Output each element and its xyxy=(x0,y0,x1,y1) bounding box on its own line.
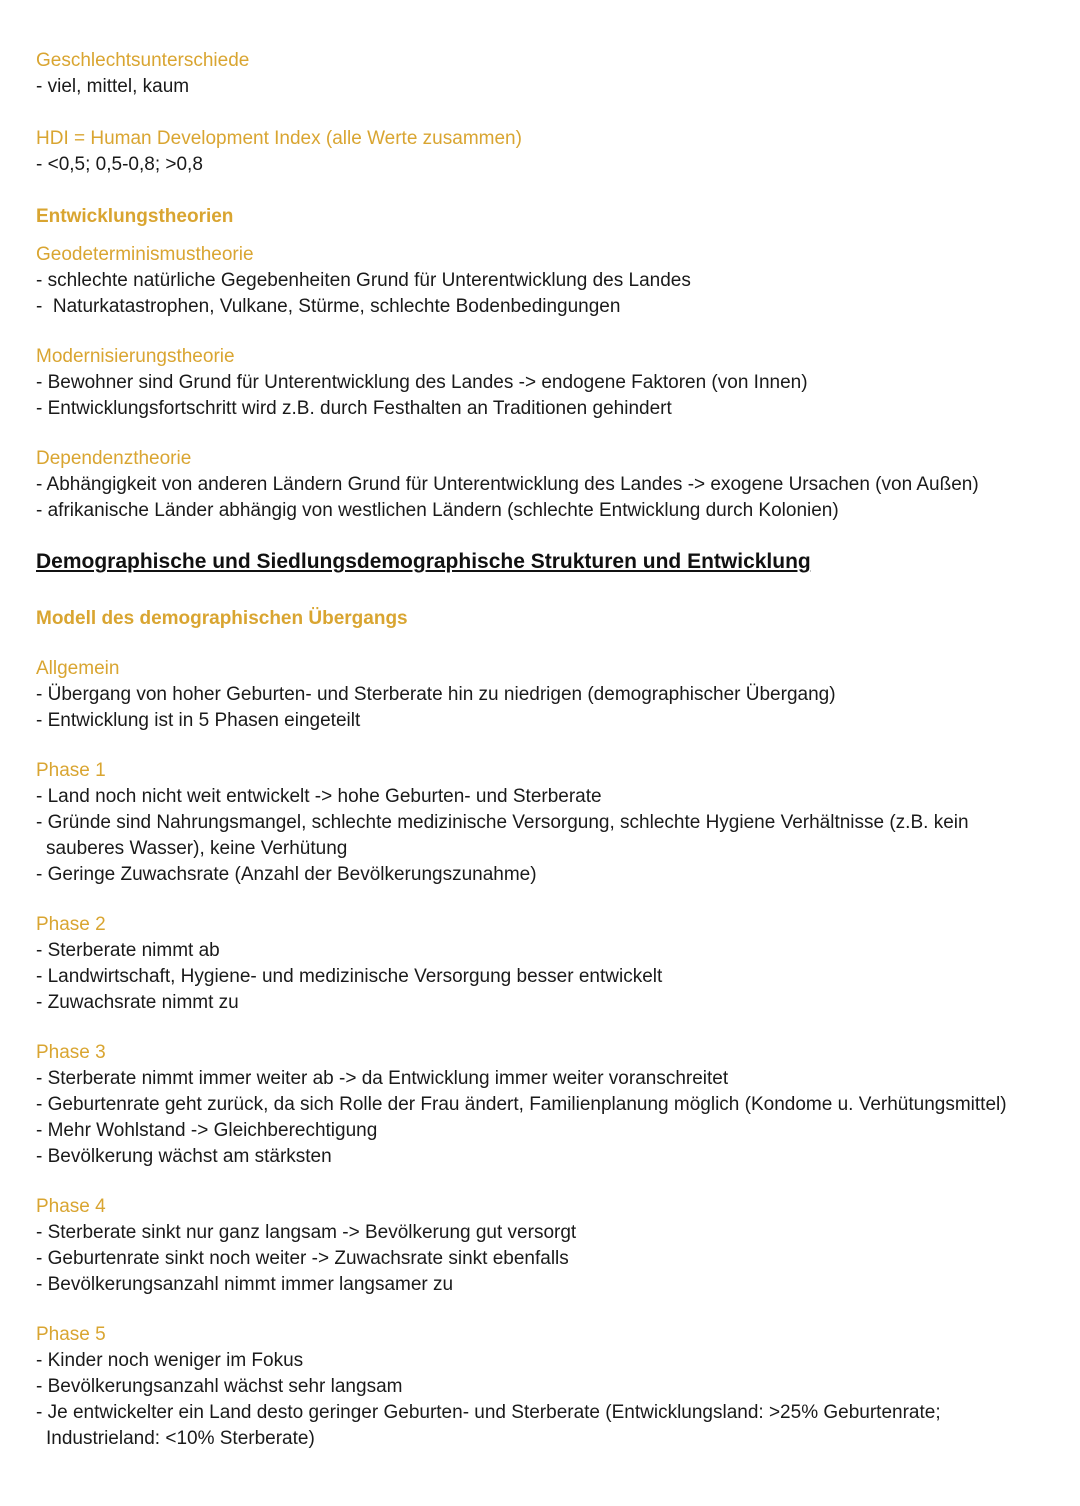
main-heading-demographie: Demographische und Siedlungsdemographische Strukturen und Entwicklung xyxy=(36,550,811,573)
bullet-line-continued: Industrieland: <10% Sterberate) xyxy=(46,1428,315,1449)
section-title: HDI = Human Development Index (alle Werte zusammen) xyxy=(36,128,522,149)
bullet-line: - afrikanische Länder abhängig von westlichen Ländern (schlechte Entwicklung durch Kolonien) xyxy=(36,500,839,521)
bullet-line: - Übergang von hoher Geburten- und Sterberate hin zu niedrigen (demographischer Übergang) xyxy=(36,684,836,705)
section-phase-1 xyxy=(36,758,1046,888)
bullet-line: - Naturkatastrophen, Vulkane, Stürme, schlechte Bodenbedingungen xyxy=(36,296,621,317)
bullet-line: - Abhängigkeit von anderen Ländern Grund für Unterentwicklung des Landes -> exogene Ursachen (von Außen) xyxy=(36,474,979,495)
section-phase-5 xyxy=(36,1322,1046,1452)
section-dependenztheorie xyxy=(36,446,1046,524)
bullet-line: - <0,5; 0,5-0,8; >0,8 xyxy=(36,154,203,175)
document-page xyxy=(36,48,1046,1452)
bullet-line: - Sterberate nimmt ab xyxy=(36,940,220,961)
bullet-line: - Bevölkerung wächst am stärksten xyxy=(36,1146,332,1167)
section-phase-3 xyxy=(36,1040,1046,1170)
section-title: Dependenztheorie xyxy=(36,448,192,469)
section-modernisierungstheorie xyxy=(36,344,1046,422)
bullet-line: - Geringe Zuwachsrate (Anzahl der Bevölkerungszunahme) xyxy=(36,864,537,885)
bullet-line: - Gründe sind Nahrungsmangel, schlechte medizinische Versorgung, schlechte Hygiene Verhältnisse (z.B. kein xyxy=(36,812,969,833)
bullet-line: - Bevölkerungsanzahl nimmt immer langsamer zu xyxy=(36,1274,454,1295)
bullet-line: - Sterberate nimmt immer weiter ab -> da Entwicklung immer weiter voranschreitet xyxy=(36,1068,729,1089)
bullet-line: - Entwicklung ist in 5 Phasen eingeteilt xyxy=(36,710,361,731)
section-title: Phase 4 xyxy=(36,1196,106,1217)
bullet-line: - schlechte natürliche Gegebenheiten Grund für Unterentwicklung des Landes xyxy=(36,270,691,291)
bullet-line-continued: sauberes Wasser), keine Verhütung xyxy=(46,838,348,859)
bullet-line: - Landwirtschaft, Hygiene- und medizinische Versorgung besser entwickelt xyxy=(36,966,663,987)
bullet-line: - Land noch nicht weit entwickelt -> hohe Geburten- und Sterberate xyxy=(36,786,602,807)
bullet-line: - Mehr Wohlstand -> Gleichberechtigung xyxy=(36,1120,378,1141)
section-phase-2 xyxy=(36,912,1046,1016)
bullet-line: - viel, mittel, kaum xyxy=(36,76,190,97)
section-title: Allgemein xyxy=(36,658,120,679)
bullet-line: - Sterberate sinkt nur ganz langsam -> Bevölkerung gut versorgt xyxy=(36,1222,577,1243)
bullet-line: - Je entwickelter ein Land desto geringer Geburten- und Sterberate (Entwicklungsland: >25% Geburtenrate; xyxy=(36,1402,941,1423)
section-title: Phase 5 xyxy=(36,1324,106,1345)
bullet-line: - Geburtenrate sinkt noch weiter -> Zuwachsrate sinkt ebenfalls xyxy=(36,1248,569,1269)
section-title: Phase 2 xyxy=(36,914,106,935)
section-phase-4 xyxy=(36,1194,1046,1298)
section-hdi xyxy=(36,126,1046,178)
bullet-line: - Entwicklungsfortschritt wird z.B. durch Festhalten an Traditionen gehindert xyxy=(36,398,672,419)
section-geodeterminismustheorie xyxy=(36,242,1046,320)
section-allgemein xyxy=(36,656,1046,734)
subheading-entwicklungstheorien: Entwicklungstheorien xyxy=(36,206,234,227)
bullet-line: - Kinder noch weniger im Fokus xyxy=(36,1350,304,1371)
bullet-line: - Geburtenrate geht zurück, da sich Rolle der Frau ändert, Familienplanung möglich (Kondome u. Verhütungsmittel) xyxy=(36,1094,1007,1115)
section-title: Phase 1 xyxy=(36,760,106,781)
section-title: Phase 3 xyxy=(36,1042,106,1063)
section-title: Geschlechtsunterschiede xyxy=(36,50,250,71)
section-title: Geodeterminismustheorie xyxy=(36,244,254,265)
bullet-line: - Bewohner sind Grund für Unterentwicklung des Landes -> endogene Faktoren (von Innen) xyxy=(36,372,808,393)
subheading-modell: Modell des demographischen Übergangs xyxy=(36,608,408,629)
section-title: Modernisierungstheorie xyxy=(36,346,235,367)
bullet-line: - Zuwachsrate nimmt zu xyxy=(36,992,239,1013)
section-geschlechtsunterschiede xyxy=(36,48,1046,100)
bullet-line: - Bevölkerungsanzahl wächst sehr langsam xyxy=(36,1376,403,1397)
